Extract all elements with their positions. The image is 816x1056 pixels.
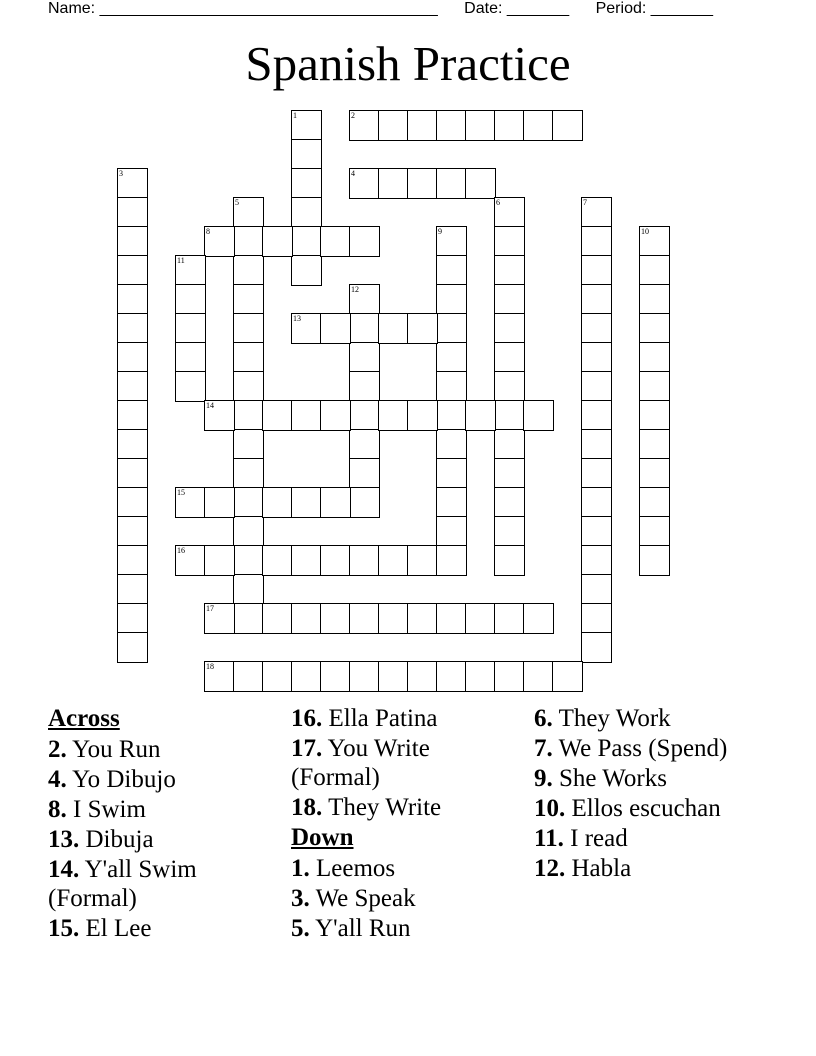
crossword-cell[interactable]: [204, 226, 235, 257]
crossword-cell[interactable]: [639, 400, 670, 431]
clue-number: 18: [206, 662, 214, 671]
clue-number: 4: [351, 169, 355, 178]
clue-number: 7: [583, 198, 587, 207]
crossword-cell[interactable]: [436, 226, 467, 257]
clue-number: 12: [351, 285, 359, 294]
crossword-cell[interactable]: [581, 545, 612, 576]
crossword-cell[interactable]: [117, 313, 148, 344]
crossword-cell[interactable]: [581, 458, 612, 489]
crossword-cell[interactable]: [407, 313, 438, 344]
crossword-cell[interactable]: [581, 429, 612, 460]
crossword-cell[interactable]: [117, 400, 148, 431]
crossword-cell[interactable]: [581, 400, 612, 431]
crossword-cell[interactable]: [262, 487, 293, 518]
crossword-cell[interactable]: [494, 284, 525, 315]
crossword-cell[interactable]: [204, 603, 235, 634]
crossword-cell[interactable]: [639, 545, 670, 576]
crossword-cell[interactable]: [552, 110, 583, 141]
crossword-cell[interactable]: [175, 342, 206, 373]
crossword-cell[interactable]: [639, 458, 670, 489]
crossword-cell[interactable]: [175, 487, 206, 518]
crossword-cell[interactable]: [465, 603, 496, 634]
crossword-cell[interactable]: [349, 603, 380, 634]
crossword-cell[interactable]: [262, 661, 293, 692]
crossword-cell[interactable]: [291, 139, 322, 170]
crossword-cell[interactable]: [494, 429, 525, 460]
crossword-cell[interactable]: [581, 197, 612, 228]
crossword-cell[interactable]: [378, 545, 409, 576]
clue-column-2: [291, 704, 523, 944]
crossword-cell[interactable]: [494, 226, 525, 257]
crossword-cell[interactable]: [117, 632, 148, 663]
period-field[interactable]: Period: _______: [595, 0, 714, 17]
crossword-cell[interactable]: [175, 313, 206, 344]
crossword-cell[interactable]: [494, 110, 525, 141]
crossword-cell[interactable]: [465, 661, 496, 692]
crossword-cell[interactable]: [233, 516, 264, 547]
crossword-cell[interactable]: [349, 313, 380, 344]
clue-number: 2: [351, 111, 355, 120]
crossword-cell[interactable]: [378, 110, 409, 141]
clue-number: 10: [641, 227, 649, 236]
crossword-cell[interactable]: [407, 603, 438, 634]
crossword-cell[interactable]: [436, 313, 467, 344]
crossword-cell[interactable]: [349, 487, 380, 518]
crossword-cell[interactable]: [117, 487, 148, 518]
crossword-cell[interactable]: [349, 400, 380, 431]
crossword-cell[interactable]: [465, 168, 496, 199]
crossword-cell[interactable]: [117, 226, 148, 257]
page-title: Spanish Practice: [245, 36, 571, 91]
clue-across-4: 4. Yo Dibujo: [48, 766, 176, 793]
crossword-cell[interactable]: [320, 226, 351, 257]
crossword-cell[interactable]: [378, 661, 409, 692]
crossword-cell[interactable]: [465, 110, 496, 141]
crossword-cell[interactable]: [436, 255, 467, 286]
crossword-cell[interactable]: [320, 545, 351, 576]
crossword-cell[interactable]: [436, 429, 467, 460]
name-field[interactable]: Name: ______________________________________: [48, 0, 438, 17]
crossword-cell[interactable]: [233, 661, 264, 692]
clue-across-16: 16. Ella Patina: [291, 705, 438, 732]
crossword-cell[interactable]: [639, 342, 670, 373]
crossword-cell[interactable]: [581, 487, 612, 518]
crossword-cell[interactable]: [581, 284, 612, 315]
clue-down-12: 12. Habla: [534, 855, 632, 882]
crossword-cell[interactable]: [175, 545, 206, 576]
crossword-cell[interactable]: [436, 371, 467, 402]
crossword-cell[interactable]: [349, 226, 380, 257]
crossword-cell[interactable]: [349, 342, 380, 373]
crossword-cell[interactable]: [407, 545, 438, 576]
crossword-cell[interactable]: [117, 458, 148, 489]
crossword-cell[interactable]: [262, 603, 293, 634]
crossword-cell[interactable]: [494, 516, 525, 547]
crossword-cell[interactable]: [494, 255, 525, 286]
crossword-cell[interactable]: [639, 487, 670, 518]
clue-down-9: 9. She Works: [534, 765, 667, 792]
clue-number: 8: [206, 227, 210, 236]
crossword-cell[interactable]: [581, 371, 612, 402]
crossword-cell[interactable]: [204, 487, 235, 518]
crossword-cell[interactable]: [233, 226, 264, 257]
crossword-cell[interactable]: [494, 400, 525, 431]
clue-column-1: [48, 704, 280, 944]
crossword-cell[interactable]: [581, 603, 612, 634]
crossword-cell[interactable]: [349, 371, 380, 402]
crossword-cell[interactable]: [639, 516, 670, 547]
crossword-cell[interactable]: [291, 168, 322, 199]
crossword-cell[interactable]: [494, 342, 525, 373]
crossword-cell[interactable]: [581, 574, 612, 605]
crossword-cell[interactable]: [291, 313, 322, 344]
crossword-cell[interactable]: [494, 661, 525, 692]
crossword-cell[interactable]: [117, 168, 148, 199]
crossword-cell[interactable]: [436, 110, 467, 141]
crossword-cell[interactable]: [494, 197, 525, 228]
crossword-cell[interactable]: [233, 371, 264, 402]
crossword-cell[interactable]: [436, 516, 467, 547]
crossword-cell[interactable]: [581, 226, 612, 257]
crossword-cell[interactable]: [291, 603, 322, 634]
crossword-cell[interactable]: [436, 168, 467, 199]
crossword-cell[interactable]: [349, 545, 380, 576]
clue-number: 1: [293, 111, 297, 120]
crossword-cell[interactable]: [378, 168, 409, 199]
clue-number: 5: [235, 198, 239, 207]
crossword-cell[interactable]: [233, 458, 264, 489]
crossword-cell[interactable]: [436, 342, 467, 373]
clue-number: 17: [206, 604, 214, 613]
crossword-cell[interactable]: [175, 371, 206, 402]
crossword-cell[interactable]: [494, 313, 525, 344]
clue-number: 3: [119, 169, 123, 178]
crossword-cell[interactable]: [117, 255, 148, 286]
crossword-cell[interactable]: [494, 545, 525, 576]
crossword-cell[interactable]: [291, 110, 322, 141]
crossword-cell[interactable]: [233, 197, 264, 228]
crossword-cell[interactable]: [494, 371, 525, 402]
crossword-cell[interactable]: [407, 661, 438, 692]
down-heading: Down: [291, 824, 354, 851]
crossword-cell[interactable]: [436, 603, 467, 634]
crossword-cell[interactable]: [117, 545, 148, 576]
clue-down-1: 1. Leemos: [291, 855, 396, 882]
crossword-cell[interactable]: [581, 632, 612, 663]
crossword-cell[interactable]: [523, 400, 554, 431]
crossword-cell[interactable]: [233, 255, 264, 286]
crossword-cell[interactable]: [552, 661, 583, 692]
crossword-cell[interactable]: [117, 197, 148, 228]
crossword-cell[interactable]: [407, 400, 438, 431]
crossword-cell[interactable]: [320, 603, 351, 634]
across-heading: Across: [48, 705, 120, 732]
clue-number: 6: [496, 198, 500, 207]
crossword-cell[interactable]: [639, 313, 670, 344]
crossword-cell[interactable]: [291, 487, 322, 518]
clue-number: 15: [177, 488, 185, 497]
crossword-cell[interactable]: [175, 255, 206, 286]
crossword-cell[interactable]: [117, 371, 148, 402]
crossword-cell[interactable]: [639, 226, 670, 257]
crossword-cell[interactable]: [523, 603, 554, 634]
crossword-cell[interactable]: [320, 400, 351, 431]
crossword-cell[interactable]: [639, 255, 670, 286]
clue-down-7: 7. We Pass (Spend): [534, 735, 728, 762]
crossword-cell[interactable]: [581, 255, 612, 286]
crossword-cell[interactable]: [494, 458, 525, 489]
crossword-cell[interactable]: [436, 400, 467, 431]
clue-down-11: 11. I read: [534, 825, 628, 852]
clue-down-3: 3. We Speak: [291, 885, 416, 912]
crossword-cell[interactable]: [291, 226, 322, 257]
clue-number: 11: [177, 256, 185, 265]
crossword-cell[interactable]: [349, 168, 380, 199]
clue-down-10: 10. Ellos escuchan: [534, 795, 721, 822]
crossword-cell[interactable]: [291, 255, 322, 286]
crossword-cell[interactable]: [639, 429, 670, 460]
crossword-cell[interactable]: [465, 400, 496, 431]
crossword-cell[interactable]: [639, 371, 670, 402]
clue-number: 14: [206, 401, 214, 410]
clue-number: 9: [438, 227, 442, 236]
crossword-cell[interactable]: [204, 400, 235, 431]
crossword-cell[interactable]: [436, 458, 467, 489]
crossword-cell[interactable]: [291, 545, 322, 576]
clue-across-18: 18. They Write: [291, 794, 442, 821]
clue-across-2: 2. You Run: [48, 736, 161, 763]
crossword-cell[interactable]: [523, 110, 554, 141]
crossword-cell[interactable]: [233, 313, 264, 344]
crossword-cell[interactable]: [639, 284, 670, 315]
clue-across-15: 15. El Lee: [48, 915, 152, 942]
crossword-cell[interactable]: [233, 284, 264, 315]
crossword-cell[interactable]: [407, 168, 438, 199]
crossword-cell[interactable]: [407, 110, 438, 141]
clue-number: 13: [293, 314, 301, 323]
crossword-cell[interactable]: [349, 110, 380, 141]
crossword-cell[interactable]: [581, 313, 612, 344]
crossword-cell[interactable]: [117, 603, 148, 634]
clue-down-6: 6. They Work: [534, 705, 671, 732]
clue-down-5: 5. Y'all Run: [291, 915, 411, 942]
clue-across-17: 17. You Write (Formal): [291, 735, 430, 791]
clue-number: 16: [177, 546, 185, 555]
crossword-cell[interactable]: [349, 458, 380, 489]
crossword-cell[interactable]: [233, 429, 264, 460]
crossword-cell[interactable]: [233, 545, 264, 576]
clue-across-14: 14. Y'all Swim (Formal): [48, 856, 197, 912]
crossword-cell[interactable]: [233, 400, 264, 431]
crossword-cell[interactable]: [262, 226, 293, 257]
crossword-cell[interactable]: [117, 284, 148, 315]
crossword-cell[interactable]: [291, 197, 322, 228]
crossword-cell[interactable]: [436, 661, 467, 692]
clue-column-3: [534, 704, 766, 884]
crossword-cell[interactable]: [436, 545, 467, 576]
crossword-cell[interactable]: [436, 487, 467, 518]
crossword-cell[interactable]: [320, 661, 351, 692]
crossword-cell[interactable]: [117, 429, 148, 460]
crossword-cell[interactable]: [436, 284, 467, 315]
crossword-cell[interactable]: [320, 487, 351, 518]
crossword-cell[interactable]: [349, 661, 380, 692]
crossword-cell[interactable]: [117, 342, 148, 373]
crossword-cell[interactable]: [494, 487, 525, 518]
crossword-cell[interactable]: [233, 342, 264, 373]
crossword-cell[interactable]: [581, 342, 612, 373]
crossword-cell[interactable]: [204, 545, 235, 576]
crossword-cell[interactable]: [378, 313, 409, 344]
crossword-cell[interactable]: [349, 429, 380, 460]
clue-across-8: 8. I Swim: [48, 796, 146, 823]
crossword-cell[interactable]: [233, 574, 264, 605]
crossword-cell[interactable]: [117, 516, 148, 547]
crossword-cell[interactable]: [262, 545, 293, 576]
crossword-cell[interactable]: [494, 603, 525, 634]
clue-across-13: 13. Dibuja: [48, 826, 154, 853]
crossword-cell[interactable]: [523, 661, 554, 692]
crossword-cell[interactable]: [233, 487, 264, 518]
date-field[interactable]: Date: _______: [464, 0, 570, 17]
crossword-cell[interactable]: [204, 661, 235, 692]
crossword-cell[interactable]: [378, 400, 409, 431]
crossword-cell[interactable]: [320, 313, 351, 344]
crossword-cell[interactable]: [349, 284, 380, 315]
crossword-cell[interactable]: [117, 574, 148, 605]
crossword-cell[interactable]: [291, 661, 322, 692]
crossword-cell[interactable]: [233, 603, 264, 634]
crossword-cell[interactable]: [581, 516, 612, 547]
crossword-cell[interactable]: [262, 400, 293, 431]
crossword-cell[interactable]: [175, 284, 206, 315]
crossword-cell[interactable]: [378, 603, 409, 634]
crossword-cell[interactable]: [291, 400, 322, 431]
